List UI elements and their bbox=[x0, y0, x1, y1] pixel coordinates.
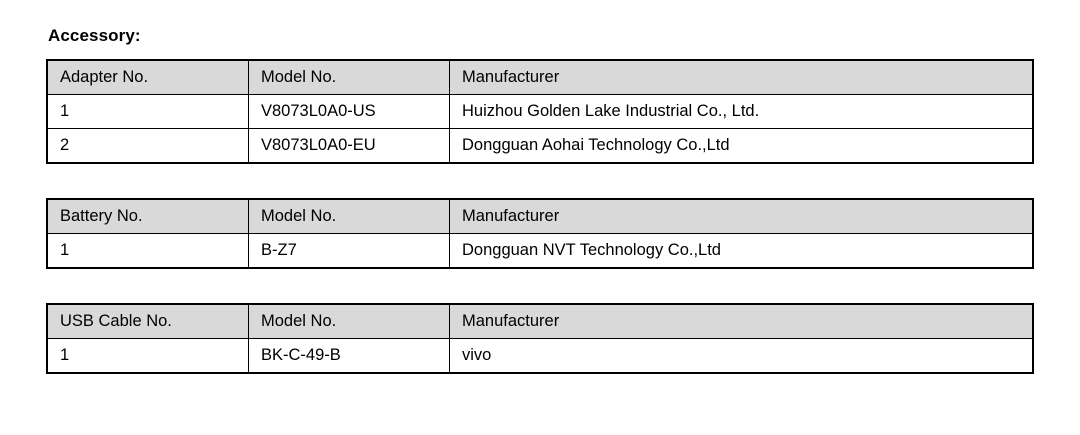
table-row bbox=[47, 234, 1033, 269]
adapter-table-body bbox=[47, 95, 1033, 164]
cell-model-no: V8073L0A0-EU bbox=[249, 129, 450, 164]
battery-table-header bbox=[47, 199, 1033, 234]
table-row bbox=[47, 95, 1033, 129]
cell-adapter-no: 1 bbox=[47, 95, 249, 129]
section-heading: Accessory: bbox=[48, 26, 141, 45]
table-row bbox=[47, 339, 1033, 374]
cell-manufacturer: vivo bbox=[450, 339, 1034, 374]
cell-model-no: V8073L0A0-US bbox=[249, 95, 450, 129]
cell-usb-cable-no: 1 bbox=[47, 339, 249, 374]
table-row bbox=[47, 129, 1033, 164]
table-header-row bbox=[47, 199, 1033, 234]
cell-model-no: BK-C-49-B bbox=[249, 339, 450, 374]
column-header-adapter-no: Adapter No. bbox=[47, 60, 249, 95]
column-header-manufacturer: Manufacturer bbox=[450, 304, 1034, 339]
adapter-table bbox=[46, 59, 1034, 164]
column-header-manufacturer: Manufacturer bbox=[450, 199, 1034, 234]
adapter-table-header bbox=[47, 60, 1033, 95]
table-header-row bbox=[47, 304, 1033, 339]
usb-cable-table-header bbox=[47, 304, 1033, 339]
column-header-battery-no: Battery No. bbox=[47, 199, 249, 234]
cell-manufacturer: Dongguan Aohai Technology Co.,Ltd bbox=[450, 129, 1034, 164]
battery-table-body bbox=[47, 234, 1033, 269]
usb-cable-table-body bbox=[47, 339, 1033, 374]
usb-cable-table bbox=[46, 303, 1034, 374]
cell-manufacturer: Huizhou Golden Lake Industrial Co., Ltd. bbox=[450, 95, 1034, 129]
battery-table bbox=[46, 198, 1034, 269]
column-header-manufacturer: Manufacturer bbox=[450, 60, 1034, 95]
cell-model-no: B-Z7 bbox=[249, 234, 450, 269]
column-header-usb-cable-no: USB Cable No. bbox=[47, 304, 249, 339]
table-header-row bbox=[47, 60, 1033, 95]
column-header-model-no: Model No. bbox=[249, 60, 450, 95]
cell-manufacturer: Dongguan NVT Technology Co.,Ltd bbox=[450, 234, 1034, 269]
column-header-model-no: Model No. bbox=[249, 304, 450, 339]
cell-adapter-no: 2 bbox=[47, 129, 249, 164]
cell-battery-no: 1 bbox=[47, 234, 249, 269]
column-header-model-no: Model No. bbox=[249, 199, 450, 234]
